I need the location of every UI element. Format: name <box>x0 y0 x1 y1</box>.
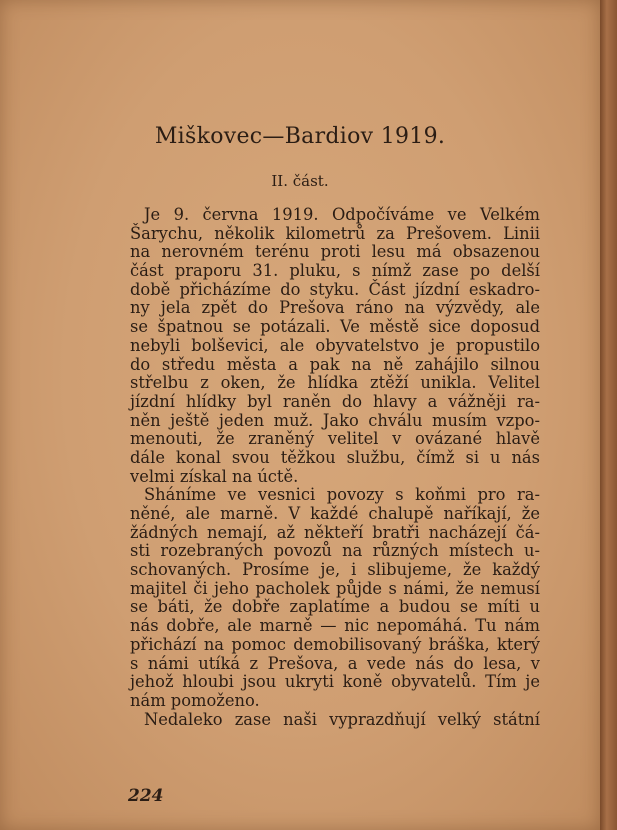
text-line: Je 9. června 1919. Odpočíváme ve Velkém <box>144 205 540 224</box>
text-line: do středu města a pak na ně zahájilo silnou <box>130 354 540 374</box>
text-line: nebyli bolševici, ale obyvatelstvo je propustilo <box>130 335 540 355</box>
text-line: jízdní hlídky byl raněn do hlavy a vážněji ra- <box>130 391 540 411</box>
text-line: část praporu 31. pluku, s nímž zase po delší <box>130 261 540 281</box>
text-line: s námi utíká z Prešova, a vede nás do lesa, v <box>130 653 540 673</box>
text-line: jehož hloubi jsou ukryti koně obyvatelů. Tím je <box>130 672 540 692</box>
text-line: něn ještě jeden muž. Jako chválu musím vzpo- <box>130 410 540 430</box>
text-line: menouti, že zraněný velitel v ovázané hlavě <box>130 429 540 449</box>
text-line: velmi získal na úctě. <box>130 466 299 486</box>
text-line: se báti, že dobře zaplatíme a budou se míti u <box>130 597 540 617</box>
text-line: nás dobře, ale marně — nic nepomáhá. Tu nám <box>130 616 540 636</box>
page-number: 224 <box>128 786 164 806</box>
text-line: na nerovném terénu proti lesu má obsazenou <box>130 242 540 262</box>
text-line: něné, ale marně. V každé chalupě naříkají, že <box>130 504 540 523</box>
text-line: nám pomoženo. <box>130 690 260 710</box>
text-line: Sháníme ve vesnici povozy s koňmi pro ra- <box>144 485 540 505</box>
text-line: přichází na pomoc demobilisovaný bráška, který <box>130 634 540 654</box>
text-line: žádných nemají, až někteří bratři nacházejí čá- <box>130 522 540 542</box>
text-line: Nedaleko zase naši vyprazdňují velký státní <box>144 709 540 729</box>
text-line: dále konal svou těžkou službu, čímž si u nás <box>130 447 540 467</box>
text-line: se špatnou se potázali. Ve městě sice doposud <box>130 317 540 337</box>
text-line: době přicházíme do styku. Část jízdní eskadro- <box>130 279 540 299</box>
text-line: sti rozebraných povozů na různých místech u- <box>130 541 540 561</box>
chapter-subtitle: II. část. <box>271 172 329 190</box>
chapter-title: Miškovec—Bardiov 1919. <box>154 124 446 149</box>
book-page-edge <box>600 0 617 830</box>
text-line: ny jela zpět do Prešova ráno na výzvědy, ale <box>130 298 540 318</box>
text-line: majitel či jeho pacholek půjde s námi, že nemusí <box>130 578 540 598</box>
text-line: schovaných. Prosíme je, i slibujeme, že každý <box>130 560 540 580</box>
text-line: střelbu z oken, že hlídka ztěží unikla. Velitel <box>130 373 540 393</box>
body-text <box>130 206 540 729</box>
text-line: Šarychu, několik kilometrů za Prešovem. Linii <box>130 223 540 243</box>
